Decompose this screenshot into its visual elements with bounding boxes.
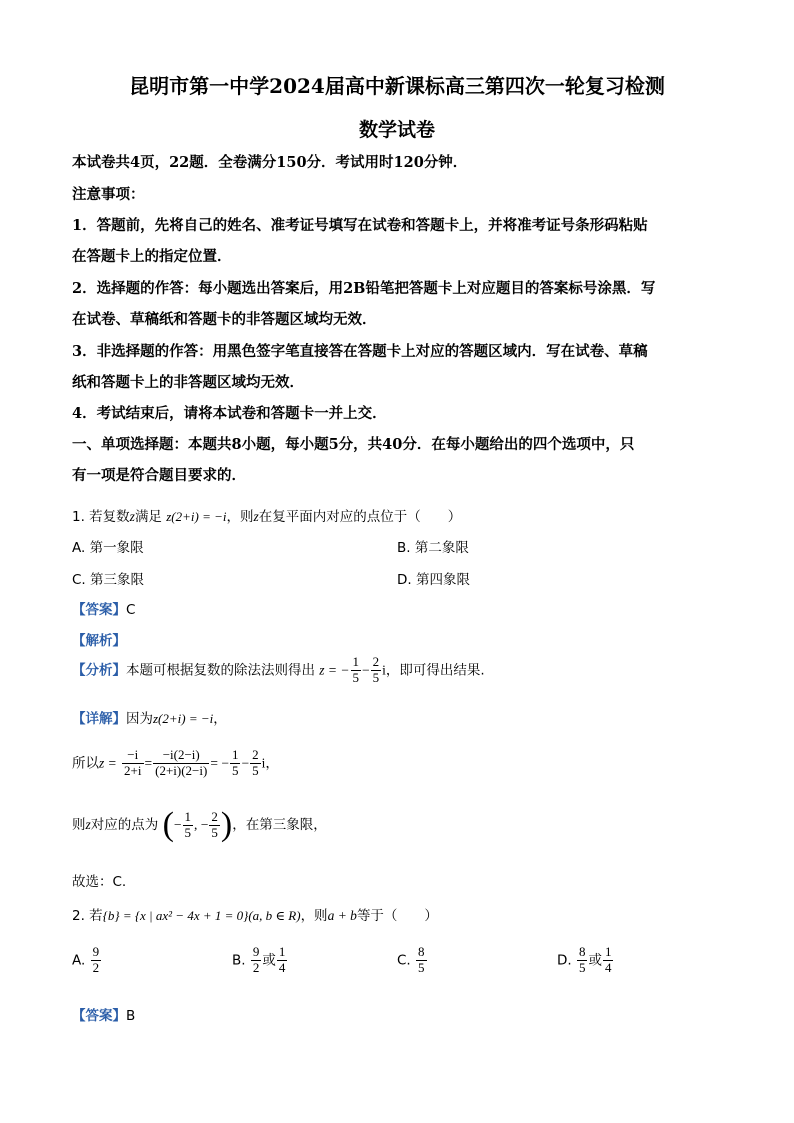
page-title: 昆明市第一中学2024届高中新课标高三第四次一轮复习检测 — [129, 74, 665, 98]
notice-item: 4．考试结束后，请将本试卷和答题卡一并上交． — [72, 405, 387, 422]
question-2-stem: 2. 若{b} = {x | ax² − 4x + 1 = 0}(a, b ∈ R)，则a + b等于（ ） — [72, 908, 438, 924]
notice-item: 1．答题前，先将自己的姓名、准考证号填写在试卷和答题卡上，并将准考证号条形码粘贴 — [72, 217, 648, 234]
fraction: $\frac{1}{4}$ — [604, 944, 612, 975]
exam-info: 本试卷共4页，22题．全卷满分150分．考试用时120分钟． — [72, 154, 468, 171]
q1-point: 则z对应的点为 (− $\frac{1}{5}$ , − $\frac{2}{5}$ )，在第三象限， — [72, 806, 327, 843]
fraction: $\frac{8}{5}$ — [578, 944, 586, 975]
fraction: $\frac{9}{2}$ — [252, 944, 260, 975]
notice-item: 纸和答题卡上的非答题区域均无效． — [72, 374, 304, 391]
q1-option-a: A. 第一象限 — [72, 540, 144, 556]
fraction: $\frac{2}{5}$ — [211, 808, 218, 840]
q2-option-b: B. $\frac{9}{2}$ 或 $\frac{1}{4}$ — [232, 944, 286, 975]
notice-title: 注意事项： — [72, 186, 145, 203]
q1-option-d: D. 第四象限 — [397, 572, 470, 588]
fraction: $\frac{8}{5}$ — [418, 944, 425, 975]
q1-conclusion: 故选：C. — [72, 874, 127, 890]
notice-item: 在试卷、草稿纸和答题卡的非答题区域均无效． — [72, 311, 377, 328]
fraction: $\frac{9}{2}$ — [92, 944, 100, 975]
q1-suoyi: 所以z = $\frac{-i}{2+i}$ = $\frac{-i(2-i)}{(2+i)(2-i)}$ = − $\frac{1}{5}$ − $\frac{2}{5}$ i， — [72, 747, 279, 778]
question-1-stem: 1. 若复数z满足 z(2+i) = −i，则z在复平面内对应的点位于（ ） — [72, 509, 462, 525]
q1-xiangjie: 【详解】因为z(2+i) = −i， — [72, 711, 227, 727]
section-heading: 一、单项选择题：本题共8小题，每小题5分，共40分．在每小题给出的四个选项中，只 — [72, 436, 635, 453]
fraction: $\frac{2}{5}$ — [252, 747, 259, 778]
q1-option-c: C. 第三象限 — [72, 572, 145, 588]
q2-option-c: C. $\frac{8}{5}$ — [397, 944, 425, 975]
q1-fenxi: 【分析】本题可根据复数的除法法则得出 z = − $\frac{1}{5}$ − $\frac{2}{5}$ i，即可得出结果. — [72, 654, 485, 685]
section-heading-cont: 有一项是符合题目要求的． — [72, 467, 246, 484]
q2-answer: 【答案】B — [72, 1008, 136, 1024]
fraction: $\frac{2}{5}$ — [372, 654, 380, 685]
q1-option-b: B. 第二象限 — [397, 540, 469, 556]
q2-option-a: A. $\frac{9}{2}$ — [72, 944, 100, 975]
fraction: $\frac{1}{4}$ — [278, 944, 286, 975]
fraction: $\frac{1}{5}$ — [231, 747, 239, 778]
fraction: $\frac{-i(2-i)}{(2+i)(2-i)}$ — [155, 747, 208, 778]
q2-option-d: D. $\frac{8}{5}$ 或 $\frac{1}{4}$ — [557, 944, 612, 975]
q1-answer: 【答案】C — [72, 602, 136, 618]
notice-item: 2．选择题的作答：每小题选出答案后，用2B铅笔把答题卡上对应题目的答案标号涂黑．写 — [72, 280, 656, 297]
notice-item: 3．非选择题的作答：用黑色签字笔直接答在答题卡上对应的答题区域内．写在试卷、草稿 — [72, 343, 648, 360]
page-subtitle: 数学试卷 — [358, 119, 435, 141]
fraction: $\frac{1}{5}$ — [184, 808, 192, 840]
q1-analysis-label: 【解析】 — [72, 633, 126, 649]
fraction: $\frac{-i}{2+i}$ — [124, 747, 142, 778]
notice-item: 在答题卡上的指定位置． — [72, 248, 232, 265]
fraction: $\frac{1}{5}$ — [352, 654, 360, 685]
